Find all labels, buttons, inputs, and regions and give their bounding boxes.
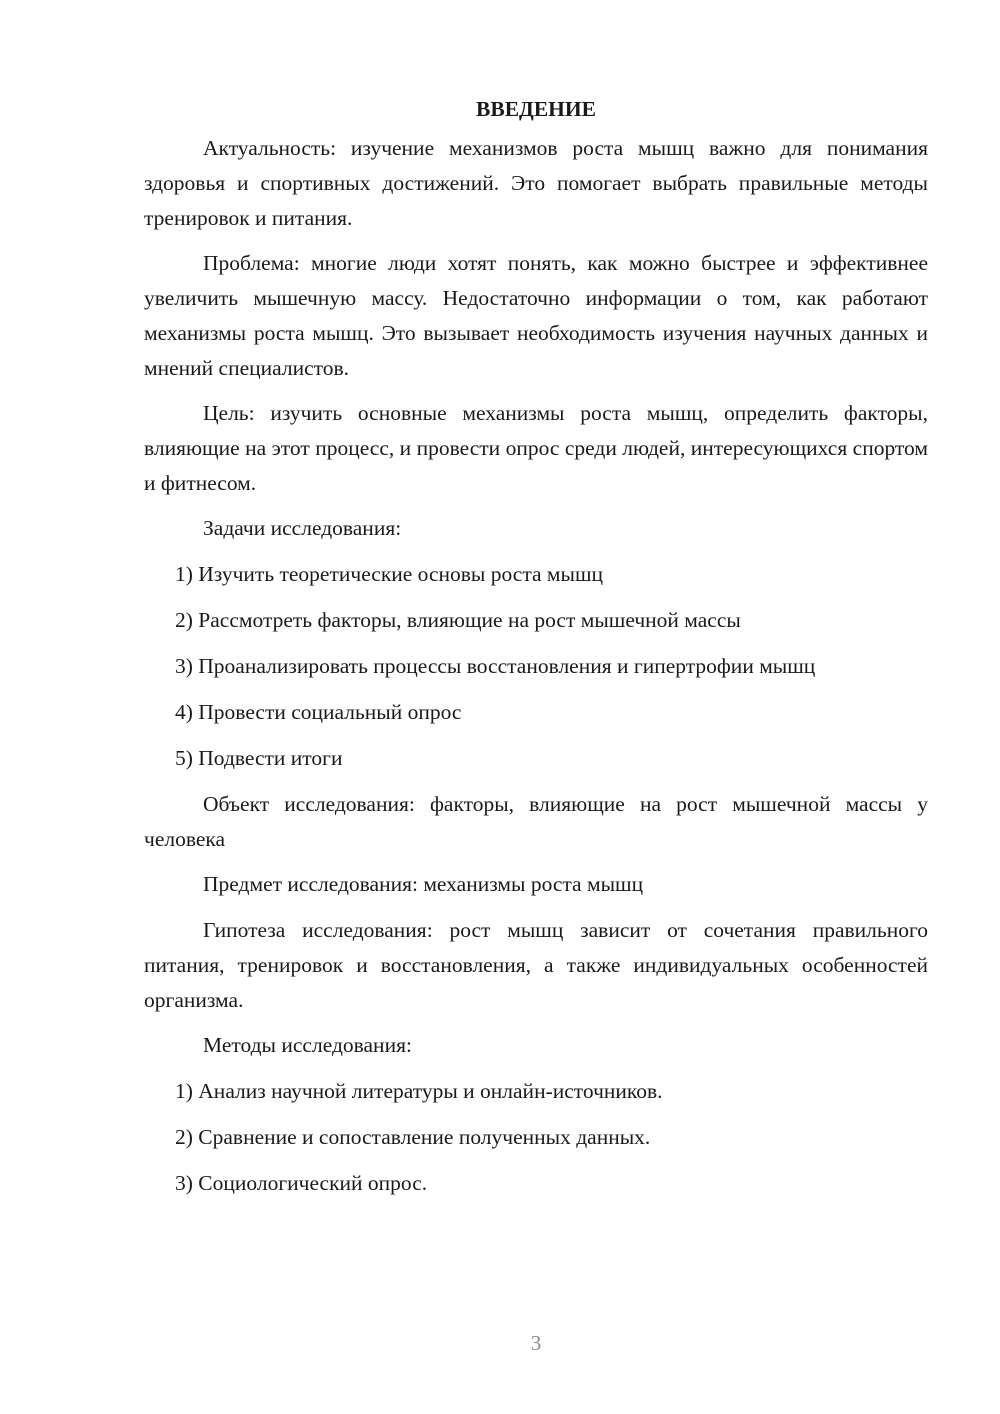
- method-item-1: 1) Анализ научной литературы и онлайн-источников.: [175, 1079, 663, 1103]
- document-page: [144, 92, 928, 1212]
- page-title: ВВЕДЕНИЕ: [476, 97, 596, 121]
- task-item-1: 1) Изучить теоретические основы роста мышц: [175, 562, 604, 586]
- paragraph-subject: Предмет исследования: механизмы роста мышц: [203, 872, 644, 896]
- method-item-3: 3) Социологический опрос.: [175, 1171, 428, 1195]
- paragraph-relevance: Актуальность: изучение механизмов роста мышц важно для понимания здоровья и спортивных достижений. Это помогает выбрать правильные методы тренировок и питания.: [144, 136, 928, 230]
- task-item-4: 4) Провести социальный опрос: [175, 700, 462, 724]
- methods-heading: Методы исследования:: [203, 1033, 412, 1057]
- task-item-2: 2) Рассмотреть факторы, влияющие на рост мышечной массы: [175, 608, 741, 632]
- method-item-2: 2) Сравнение и сопоставление полученных данных.: [175, 1125, 651, 1149]
- paragraph-hypothesis: Гипотеза исследования: рост мышц зависит от сочетания правильного питания, тренировок и восстановления, а также индивидуальных особенностей организма.: [144, 918, 928, 1012]
- paragraph-object: Объект исследования: факторы, влияющие на рост мышечной массы у человека: [144, 792, 928, 851]
- paragraph-goal: Цель: изучить основные механизмы роста мышц, определить факторы, влияющие на этот процесс, и провести опрос среди людей, интересующихся спортом и фитнесом.: [144, 401, 928, 495]
- tasks-heading: Задачи исследования:: [203, 516, 402, 540]
- page-number: 3: [530, 1331, 542, 1355]
- paragraph-problem: Проблема: многие люди хотят понять, как можно быстрее и эффективнее увеличить мышечную массу. Недостаточно информации о том, как работают механизмы роста мышц. Это вызывает необходимость изучения научных данных и мнений специалистов.: [144, 251, 928, 380]
- task-item-5: 5) Подвести итоги: [175, 746, 343, 770]
- task-item-3: 3) Проанализировать процессы восстановления и гипертрофии мышц: [175, 654, 816, 678]
